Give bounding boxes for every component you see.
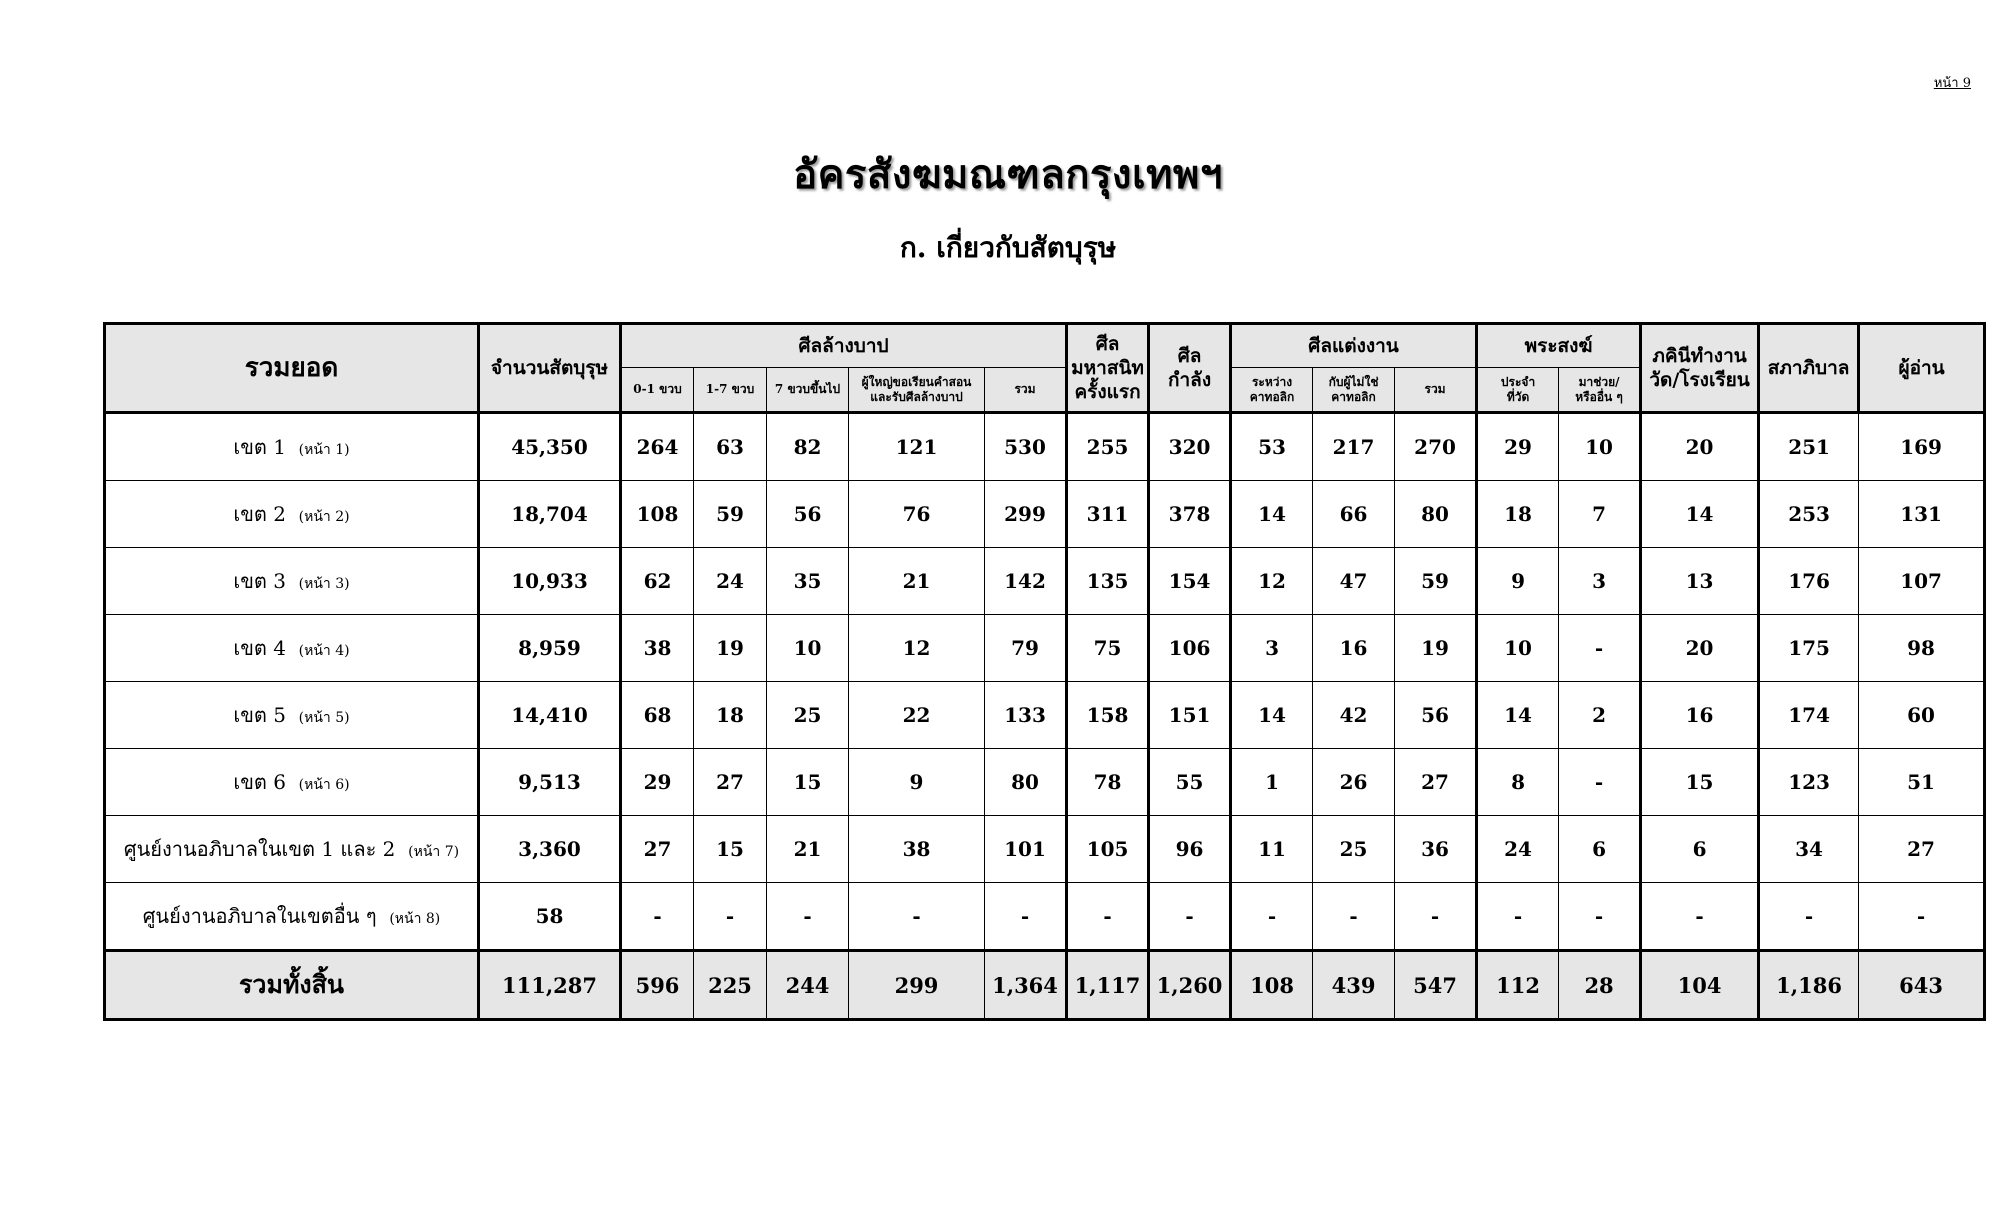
- total-row: [105, 951, 1985, 1020]
- table-cell: 14: [1641, 481, 1759, 548]
- table-cell: -: [1313, 883, 1395, 951]
- header-summary: รวมยอด: [105, 324, 479, 413]
- row-label: เขต 2 (หน้า 2): [105, 481, 479, 548]
- header-first-communion: ศีล มหาสนิท ครั้งแรก: [1067, 324, 1149, 413]
- header-baptism-total: รวม: [985, 368, 1067, 413]
- total-cell: 112: [1477, 951, 1559, 1020]
- header-readers: ผู้อ่าน: [1859, 324, 1985, 413]
- table-row: [105, 883, 1985, 951]
- table-cell: 60: [1859, 682, 1985, 749]
- table-cell: 299: [985, 481, 1067, 548]
- header-baptism-0-1: 0-1 ขวบ: [621, 368, 694, 413]
- table-cell: 101: [985, 816, 1067, 883]
- table-cell: 131: [1859, 481, 1985, 548]
- table-cell: 19: [694, 615, 767, 682]
- table-cell: 18: [694, 682, 767, 749]
- table-cell: 82: [767, 413, 849, 481]
- table-cell: 10,933: [479, 548, 621, 615]
- table-cell: 10: [1477, 615, 1559, 682]
- table-cell: 79: [985, 615, 1067, 682]
- total-cell: 1,186: [1759, 951, 1859, 1020]
- table-cell: 15: [1641, 749, 1759, 816]
- table-cell: -: [1149, 883, 1231, 951]
- header-baptism-group: ศีลล้างบาป: [621, 324, 1067, 368]
- table-cell: 11: [1231, 816, 1313, 883]
- page-title: อัครสังฆมณฑลกรุงเทพฯ: [793, 151, 1223, 198]
- table-cell: 35: [767, 548, 849, 615]
- table-cell: 264: [621, 413, 694, 481]
- total-cell: 547: [1395, 951, 1477, 1020]
- table-cell: 255: [1067, 413, 1149, 481]
- table-cell: 25: [1313, 816, 1395, 883]
- row-label: ศูนย์งานอภิบาลในเขตอื่น ๆ (หน้า 8): [105, 883, 479, 951]
- table-cell: 158: [1067, 682, 1149, 749]
- table-cell: 10: [767, 615, 849, 682]
- table-cell: 80: [985, 749, 1067, 816]
- table-cell: 63: [694, 413, 767, 481]
- table-cell: 21: [767, 816, 849, 883]
- table-cell: 51: [1859, 749, 1985, 816]
- table-row: [105, 749, 1985, 816]
- table-cell: 175: [1759, 615, 1859, 682]
- table-cell: 10: [1559, 413, 1641, 481]
- total-cell: 244: [767, 951, 849, 1020]
- table-cell: -: [1559, 749, 1641, 816]
- table-cell: 14: [1231, 682, 1313, 749]
- header-population: จำนวนสัตบุรุษ: [479, 324, 621, 413]
- table-cell: 3,360: [479, 816, 621, 883]
- header-marriage-catholic: ระหว่าง คาทอลิก: [1231, 368, 1313, 413]
- table-cell: 29: [1477, 413, 1559, 481]
- table-cell: 96: [1149, 816, 1231, 883]
- table-cell: 6: [1641, 816, 1759, 883]
- header-priests-resident: ประจำ ที่วัด: [1477, 368, 1559, 413]
- table-cell: 12: [1231, 548, 1313, 615]
- header-priests-helper: มาช่วย/ หรืออื่น ๆ: [1559, 368, 1641, 413]
- header-sisters: ภคินีทำงาน วัด/โรงเรียน: [1641, 324, 1759, 413]
- table-cell: 56: [1395, 682, 1477, 749]
- table-cell: 27: [1859, 816, 1985, 883]
- header-baptism-7-up: 7 ขวบขึ้นไป: [767, 368, 849, 413]
- table-cell: 20: [1641, 413, 1759, 481]
- header-confirmation: ศีล กำลัง: [1149, 324, 1231, 413]
- header-baptism-1-7: 1-7 ขวบ: [694, 368, 767, 413]
- table-cell: 18: [1477, 481, 1559, 548]
- table-cell: 9: [849, 749, 985, 816]
- table-cell: 123: [1759, 749, 1859, 816]
- header-baptism-adult: ผู้ใหญ่ขอเรียนคำสอน และรับศีลล้างบาป: [849, 368, 985, 413]
- table-cell: -: [1559, 615, 1641, 682]
- page-number: หน้า 9: [1933, 76, 1971, 91]
- table-cell: -: [849, 883, 985, 951]
- table-cell: 75: [1067, 615, 1149, 682]
- table-cell: 34: [1759, 816, 1859, 883]
- table-cell: 29: [621, 749, 694, 816]
- table-cell: 55: [1149, 749, 1231, 816]
- table-body: [105, 413, 1985, 951]
- table-cell: 80: [1395, 481, 1477, 548]
- table-cell: 98: [1859, 615, 1985, 682]
- table-cell: -: [694, 883, 767, 951]
- table-cell: 47: [1313, 548, 1395, 615]
- table-cell: 27: [621, 816, 694, 883]
- table-cell: 26: [1313, 749, 1395, 816]
- table-cell: -: [1231, 883, 1313, 951]
- table-cell: 15: [694, 816, 767, 883]
- table-footer: [105, 951, 1985, 1020]
- table-cell: 59: [1395, 548, 1477, 615]
- table-cell: 8,959: [479, 615, 621, 682]
- table-header: [105, 324, 1985, 413]
- row-label: เขต 1 (หน้า 1): [105, 413, 479, 481]
- table-row: [105, 682, 1985, 749]
- table-cell: 13: [1641, 548, 1759, 615]
- table-cell: 78: [1067, 749, 1149, 816]
- total-cell: 1,364: [985, 951, 1067, 1020]
- table-cell: 14: [1477, 682, 1559, 749]
- table-cell: 53: [1231, 413, 1313, 481]
- table-cell: 58: [479, 883, 621, 951]
- table-row: [105, 413, 1985, 481]
- total-cell: 28: [1559, 951, 1641, 1020]
- table-cell: 25: [767, 682, 849, 749]
- table-cell: 121: [849, 413, 985, 481]
- total-cell: 111,287: [479, 951, 621, 1020]
- table-cell: -: [767, 883, 849, 951]
- table-cell: -: [621, 883, 694, 951]
- table-cell: 38: [621, 615, 694, 682]
- table-cell: 176: [1759, 548, 1859, 615]
- table-cell: 8: [1477, 749, 1559, 816]
- table-cell: -: [1067, 883, 1149, 951]
- row-label: เขต 5 (หน้า 5): [105, 682, 479, 749]
- summary-table: [103, 322, 1986, 1021]
- table-cell: 24: [1477, 816, 1559, 883]
- table-cell: 24: [694, 548, 767, 615]
- table-cell: 14,410: [479, 682, 621, 749]
- table-row: [105, 615, 1985, 682]
- table-cell: 19: [1395, 615, 1477, 682]
- table-cell: 12: [849, 615, 985, 682]
- table-cell: 105: [1067, 816, 1149, 883]
- header-marriage-group: ศีลแต่งงาน: [1231, 324, 1477, 368]
- total-cell: 225: [694, 951, 767, 1020]
- table-cell: 217: [1313, 413, 1395, 481]
- table-cell: 9: [1477, 548, 1559, 615]
- table-cell: 251: [1759, 413, 1859, 481]
- header-priests-group: พระสงฆ์: [1477, 324, 1641, 368]
- table-cell: 36: [1395, 816, 1477, 883]
- total-cell: 104: [1641, 951, 1759, 1020]
- table-cell: 311: [1067, 481, 1149, 548]
- table-cell: 15: [767, 749, 849, 816]
- table-cell: 174: [1759, 682, 1859, 749]
- table-row: [105, 481, 1985, 548]
- table-cell: 6: [1559, 816, 1641, 883]
- table-cell: 270: [1395, 413, 1477, 481]
- table-cell: -: [1477, 883, 1559, 951]
- table-cell: 135: [1067, 548, 1149, 615]
- table-cell: 9,513: [479, 749, 621, 816]
- table-cell: 1: [1231, 749, 1313, 816]
- table-cell: 106: [1149, 615, 1231, 682]
- total-cell: 1,260: [1149, 951, 1231, 1020]
- table-cell: 38: [849, 816, 985, 883]
- table-cell: 62: [621, 548, 694, 615]
- row-label: เขต 4 (หน้า 4): [105, 615, 479, 682]
- table-row: [105, 548, 1985, 615]
- table-cell: 42: [1313, 682, 1395, 749]
- total-cell: 439: [1313, 951, 1395, 1020]
- table-cell: -: [985, 883, 1067, 951]
- table-cell: 68: [621, 682, 694, 749]
- table-cell: 142: [985, 548, 1067, 615]
- row-label: ศูนย์งานอภิบาลในเขต 1 และ 2 (หน้า 7): [105, 816, 479, 883]
- table-row: [105, 816, 1985, 883]
- header-marriage-total: รวม: [1395, 368, 1477, 413]
- table-cell: 59: [694, 481, 767, 548]
- table-cell: 27: [694, 749, 767, 816]
- header-marriage-non-catholic: กับผู้ไม่ใช่ คาทอลิก: [1313, 368, 1395, 413]
- table-cell: 154: [1149, 548, 1231, 615]
- header-council: สภาภิบาล: [1759, 324, 1859, 413]
- table-cell: 56: [767, 481, 849, 548]
- total-label: รวมทั้งสิ้น: [105, 951, 479, 1020]
- table-cell: 2: [1559, 682, 1641, 749]
- page-subtitle: ก. เกี่ยวกับสัตบุรุษ: [899, 231, 1117, 264]
- table-cell: 20: [1641, 615, 1759, 682]
- table-cell: 27: [1395, 749, 1477, 816]
- table-cell: 16: [1313, 615, 1395, 682]
- table-cell: 21: [849, 548, 985, 615]
- table-cell: 378: [1149, 481, 1231, 548]
- table-cell: 22: [849, 682, 985, 749]
- table-cell: 320: [1149, 413, 1231, 481]
- table-cell: -: [1559, 883, 1641, 951]
- row-label: เขต 6 (หน้า 6): [105, 749, 479, 816]
- table-cell: 107: [1859, 548, 1985, 615]
- row-label: เขต 3 (หน้า 3): [105, 548, 479, 615]
- table-cell: 169: [1859, 413, 1985, 481]
- table-cell: 530: [985, 413, 1067, 481]
- table-cell: 133: [985, 682, 1067, 749]
- table-cell: 18,704: [479, 481, 621, 548]
- total-cell: 299: [849, 951, 985, 1020]
- table-cell: 3: [1231, 615, 1313, 682]
- table-cell: 3: [1559, 548, 1641, 615]
- table-cell: 253: [1759, 481, 1859, 548]
- table-cell: 76: [849, 481, 985, 548]
- table-cell: -: [1759, 883, 1859, 951]
- table-cell: -: [1395, 883, 1477, 951]
- table-cell: -: [1641, 883, 1759, 951]
- total-cell: 108: [1231, 951, 1313, 1020]
- table-cell: 45,350: [479, 413, 621, 481]
- table-cell: 16: [1641, 682, 1759, 749]
- table-cell: 7: [1559, 481, 1641, 548]
- total-cell: 1,117: [1067, 951, 1149, 1020]
- table-cell: -: [1859, 883, 1985, 951]
- table-cell: 151: [1149, 682, 1231, 749]
- table-cell: 14: [1231, 481, 1313, 548]
- total-cell: 643: [1859, 951, 1985, 1020]
- table-cell: 66: [1313, 481, 1395, 548]
- table-cell: 108: [621, 481, 694, 548]
- total-cell: 596: [621, 951, 694, 1020]
